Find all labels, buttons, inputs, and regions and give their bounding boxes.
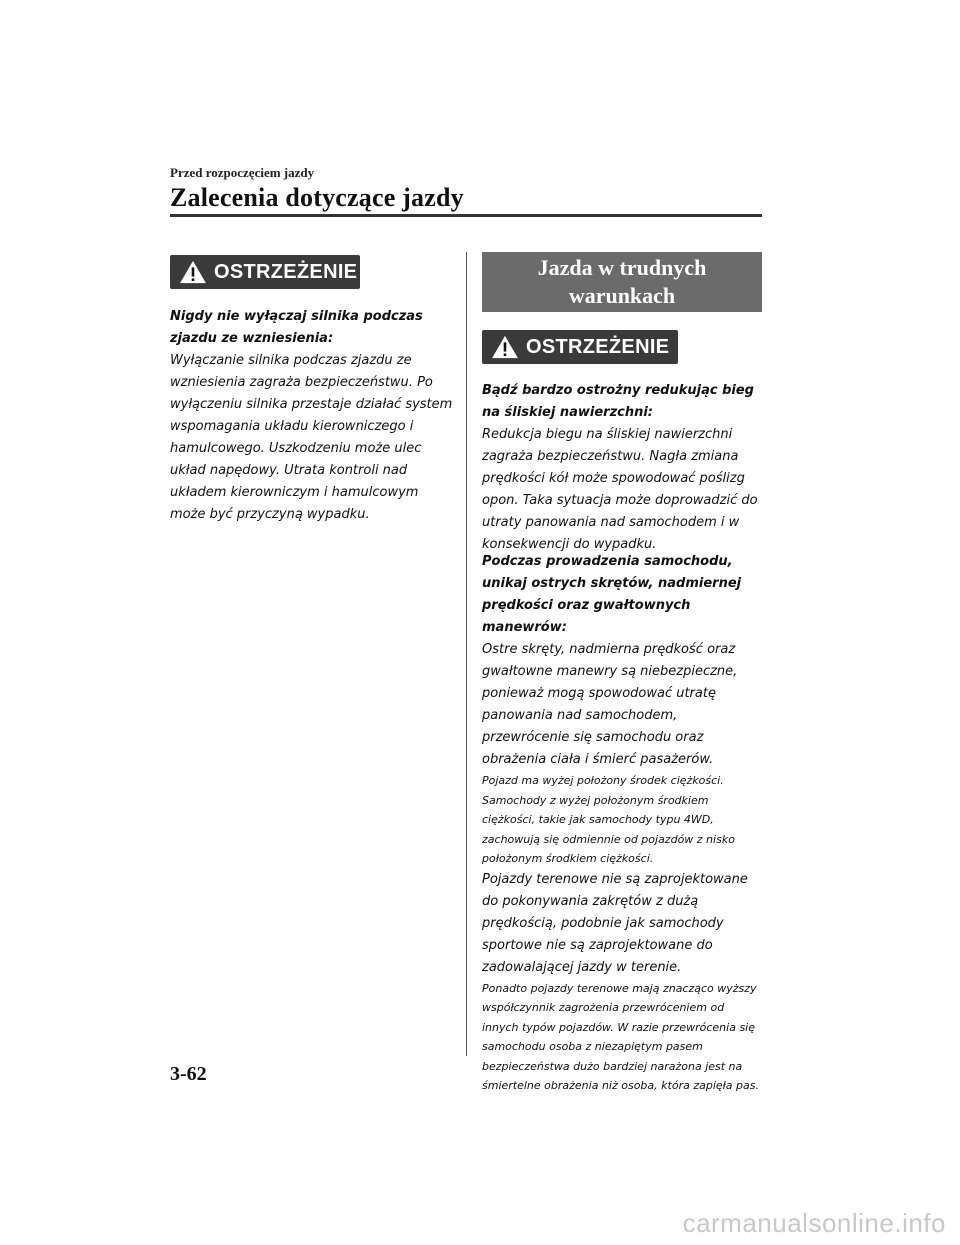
warning-note: Ponadto pojazdy terenowe mają znacząco wyższy współczynnik zagrożenia przewróceniem od innych typów pojazdów. W razie przewrócenia się samochodu osoba z niezapiętym pasem bezpieczeństwa dużo bardziej narażona jest na śmiertelne obrażenia niż osoba, która zapięła pas. — [482, 981, 759, 1092]
warning-banner-left — [170, 255, 360, 289]
warning-text-right-2 — [482, 551, 764, 1096]
warning-body: Wyłączanie silnika podczas zjazdu ze wzniesienia zagraża bezpieczeństwu. Po wyłączeniu silnika przestaje działać system wspomagania układu kierowniczego i hamulcowego. Uszkodzeniu może ulec układ napędowy. Utrata kontroli nad układem kierowniczym i hamulcowym może być przyczyną wypadku. — [170, 353, 453, 522]
section-heading-box — [482, 252, 762, 312]
warning-body: Ostre skręty, nadmierna prędkość oraz gwałtowne manewry są niebezpieczne, ponieważ mogą spowodować utratę panowania nad samochodem, przewrócenie się samochodu oraz obrażenia ciała i śmierć pasażerów. — [482, 642, 738, 767]
warning-text-left — [170, 306, 455, 526]
warning-heading: Podczas prowadzenia samochodu, unikaj ostrych skrętów, nadmiernej prędkości oraz gwałtownych manewrów: — [482, 554, 742, 635]
watermark: carmanualsonline.info — [682, 1208, 946, 1238]
page-number: 3-62 — [170, 1063, 207, 1085]
section-label: Przed rozpoczęciem jazdy — [170, 165, 315, 180]
warning-icon — [178, 260, 208, 284]
warning-body: Redukcja biegu na śliskiej nawierzchni zagraża bezpieczeństwu. Nagła zmiana prędkości kół może spowodować poślizg opon. Taka sytuacja może doprowadzić do utraty panowania nad samochodem i w konsekwencji do wypadku. — [482, 427, 758, 552]
warning-note: Pojazd ma wyżej położony środek ciężkości. Samochody z wyżej położonym środkiem ciężkości, takie jak samochody typu 4WD, zachowują się odmiennie od pojazdów z nisko położonym środkiem ciężkości. — [482, 774, 735, 865]
section-heading: Jazda w trudnych warunkach — [537, 255, 707, 308]
warning-text-right-1 — [482, 380, 764, 556]
warning-label: OSTRZEŻENIE — [214, 260, 358, 283]
warning-heading: Nigdy nie wyłączaj silnika podczas zjazdu ze wzniesienia: — [170, 309, 423, 346]
warning-banner-right — [482, 330, 678, 364]
warning-body: Pojazdy terenowe nie są zaprojektowane do pokonywania zakrętów z dużą prędkością, podobnie jak samochody sportowe nie są zaprojektowane do zadowalającej jazdy w terenie. — [482, 871, 748, 975]
warning-icon — [490, 335, 520, 359]
page-title: Zalecenia dotyczące jazdy — [170, 183, 464, 212]
title-rule — [170, 214, 762, 217]
warning-heading: Bądź bardzo ostrożny redukując bieg na śliskiej nawierzchni: — [482, 383, 754, 420]
warning-label: OSTRZEŻENIE — [526, 335, 670, 358]
column-divider — [466, 252, 467, 1056]
